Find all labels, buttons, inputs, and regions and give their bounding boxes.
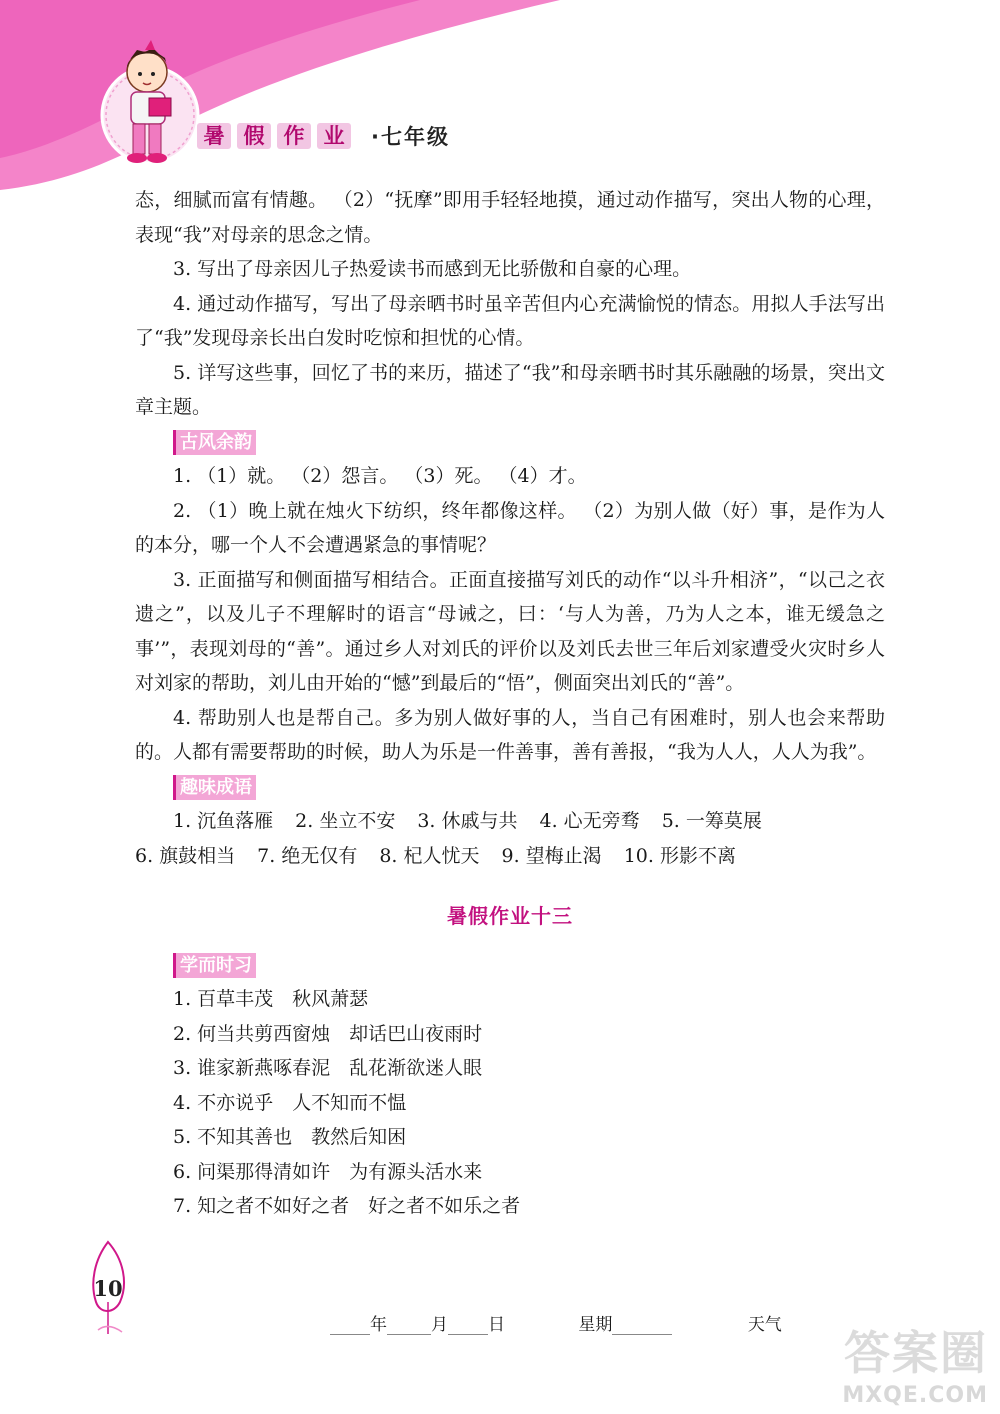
year-label: 年 [370, 1315, 387, 1335]
idiom-row [135, 839, 885, 874]
header-chip: 作 [277, 123, 311, 149]
weekday-blank [612, 1314, 672, 1335]
day-label: 日 [488, 1315, 505, 1335]
header-chip: 业 [317, 123, 351, 149]
watermark-url: MXQE.COM [842, 1383, 988, 1408]
poem-line: 6. 问渠那得清如许 为有源头活水来 [173, 1160, 483, 1183]
idiom-item: 4. 心无旁骛 [539, 810, 640, 832]
poem-line: 4. 不亦说乎 人不知而不愠 [173, 1091, 407, 1114]
idiom-item: 9. 望梅止渴 [501, 844, 602, 867]
watermark-logo-text: 答案圈 [844, 1326, 988, 1380]
day-blank [448, 1314, 488, 1335]
section-label-wrap [135, 770, 885, 805]
answer-paragraph: 4. 通过动作描写，写出了母亲晒书时虽辛苦但内心充满愉悦的情态。用拟人手法写出了“我”发现母亲长出白发时吃惊和担忧的心情。 [135, 292, 885, 349]
idiom-item: 8. 杞人忧天 [379, 844, 480, 867]
idiom-item: 2. 坐立不安 [295, 810, 396, 832]
header-chip: 暑 [197, 123, 231, 149]
answer-paragraph: 5. 详写这些事，回忆了书的来历，描述了“我”和母亲晒书时其乐融融的场景，突出文章主题。 [135, 361, 885, 418]
answer-paragraph: 4. 帮助别人也是帮自己。多为别人做好事的人，当自己有困难时，别人也会来帮助的。人都有需要帮助的时候，助人为乐是一件善事，善有善报，“我为人人，人人为我”。 [135, 706, 885, 763]
weather-label: 天气 [747, 1315, 782, 1335]
answer-paragraph: 2. （1）晚上就在烛火下纺织，终年都像这样。 （2）为别人做（好）事，是作为人的本分，哪一个人不会遭遇紧急的事情呢？ [135, 499, 885, 556]
answer-content [135, 183, 885, 1224]
idiom-item: 7. 绝无仅有 [257, 844, 358, 867]
idiom-item: 3. 休戚与共 [417, 810, 518, 832]
idiom-item: 10. 形影不离 [623, 844, 736, 867]
header-chip: 假 [237, 123, 271, 149]
section-label-study: 学而时习 [173, 953, 256, 978]
month-label: 月 [431, 1315, 448, 1335]
section-label-gufeng: 古风余韵 [173, 430, 256, 455]
homework-title: 暑假作业十三 [447, 904, 573, 928]
header-title [197, 120, 450, 152]
month-blank [387, 1314, 431, 1335]
poem-line: 1. 百草丰茂 秋风萧瑟 [173, 988, 369, 1010]
grade-label: ·七年级 [371, 125, 450, 149]
idiom-row [135, 804, 885, 839]
section-label-wrap [135, 425, 885, 460]
idiom-item: 6. 旗鼓相当 [135, 844, 236, 867]
section-label-idioms: 趣味成语 [173, 775, 256, 800]
poem-line: 7. 知之者不如好之者 好之者不如乐之者 [173, 1195, 521, 1217]
section-label-wrap [135, 948, 885, 983]
poem-line: 5. 不知其善也 教然后知困 [173, 1126, 407, 1148]
poem-line: 2. 何当共剪西窗烛 却话巴山夜雨时 [173, 1022, 483, 1045]
year-blank [330, 1314, 370, 1335]
answer-paragraph: 态，细腻而富有情趣。 （2）“抚摩”即用手轻轻地摸，通过动作描写，突出人物的心理，表现“我”对母亲的思念之情。 [135, 189, 885, 246]
page-number-badge [88, 1238, 136, 1338]
date-footer [330, 1310, 782, 1340]
watermark [842, 1317, 988, 1408]
weekday-label: 星期 [578, 1315, 613, 1335]
page-number: 10 [93, 1276, 123, 1301]
poem-line: 3. 谁家新燕啄春泥 乱花渐欲迷人眼 [173, 1057, 483, 1079]
answer-paragraph: 1. （1）就。 （2）怨言。 （3）死。 （4）才。 [173, 465, 587, 487]
answer-paragraph: 3. 正面描写和侧面描写相结合。正面直接描写刘氏的动作“以斗升相济”，“以己之衣遗之”，以及儿子不理解时的语言“母诫之，曰：‘与人为善，乃为人之本，谁无缓急之事’”，表现刘母的“善”。通过乡人对刘氏的评价以及刘氏去世三年后刘家遭受火灾时乡人对刘家的帮助，刘儿由开始的“憾”到最后的“悟”，侧面突出刘氏的“善”。 [135, 568, 885, 694]
idiom-item: 1. 沉鱼落雁 [173, 810, 274, 832]
boy-reading-illustration [105, 40, 195, 170]
answer-paragraph: 3. 写出了母亲因儿子热爱读书而感到无比骄傲和自豪的心理。 [173, 258, 692, 280]
idiom-item: 5. 一筹莫展 [661, 810, 762, 832]
